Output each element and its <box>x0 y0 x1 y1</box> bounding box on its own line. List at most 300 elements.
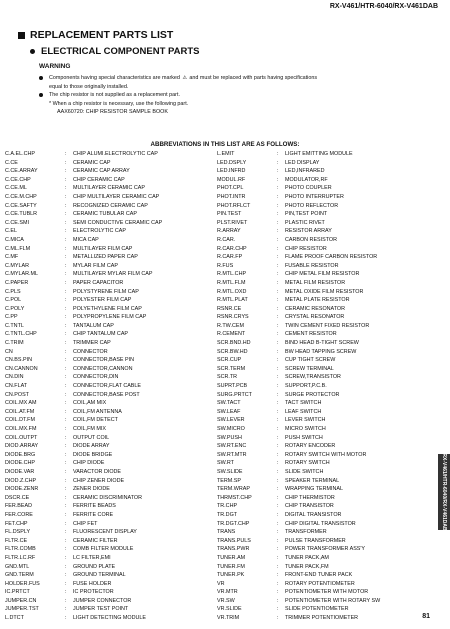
warning-note-1 <box>39 74 429 91</box>
colon-separator: : <box>65 228 67 235</box>
colon-separator: : <box>65 494 67 501</box>
abbreviation-row <box>5 537 200 546</box>
abbreviation-row <box>217 356 422 365</box>
colon-separator: : <box>65 589 67 596</box>
note1-part-a: Components having special characteristics are marked <box>49 75 180 81</box>
abbreviation-row <box>217 313 422 322</box>
abbreviation-description: LED DISPLAY <box>285 159 320 166</box>
colon-separator: : <box>65 193 67 200</box>
colon-separator: : <box>277 606 279 613</box>
colon-separator: : <box>65 374 67 381</box>
abbreviation-description: CONNECTOR,FLAT CABLE <box>73 383 141 390</box>
abbreviation-code: DIOD.ARRAY <box>5 443 39 450</box>
colon-separator: : <box>277 271 279 278</box>
abbreviation-description: SLIDE POTENTIOMETER <box>285 606 349 613</box>
abbreviation-description: CHIP DIODE <box>73 460 105 467</box>
colon-separator: : <box>65 554 67 561</box>
abbreviation-description: CONNECTOR,CANNON <box>73 365 133 372</box>
subsection-title-text: ELECTRICAL COMPONENT PARTS <box>41 46 200 57</box>
colon-separator: : <box>65 383 67 390</box>
abbreviation-code: TR.CHP <box>217 503 238 510</box>
abbreviation-code: PIN.TEST <box>217 211 242 218</box>
abbreviation-code: DIODE.BRG <box>5 451 36 458</box>
abbreviation-row <box>5 150 200 159</box>
abbreviation-row <box>5 270 200 279</box>
colon-separator: : <box>277 219 279 226</box>
abbreviation-description: POLYPROPYLENE FILM CAP <box>73 314 147 321</box>
subsection-title <box>30 46 200 57</box>
abbreviation-description: CERAMIC RESONATOR <box>285 305 346 312</box>
colon-separator: : <box>277 176 279 183</box>
abbreviation-description: METAL PLATE RESISTOR <box>285 297 350 304</box>
abbreviation-row <box>5 184 200 193</box>
colon-separator: : <box>277 494 279 501</box>
abbreviation-description: MICA CAP <box>73 236 99 243</box>
abbreviation-code: DSCR.CE <box>5 494 30 501</box>
abbreviation-code: SURG.PRTCT <box>217 391 252 398</box>
abbreviation-row <box>217 210 422 219</box>
colon-separator: : <box>277 383 279 390</box>
abbreviation-description: CHIP THERMISTOR <box>285 494 335 501</box>
abbreviation-description: CEMENT RESISTOR <box>285 331 337 338</box>
abbreviation-row <box>5 159 200 168</box>
colon-separator: : <box>65 176 67 183</box>
abbreviation-description: COIL,FM ANTENNA <box>73 408 122 415</box>
abbreviation-row <box>5 245 200 254</box>
abbreviation-description: MULTILAYER CERAMIC CAP <box>73 185 145 192</box>
abbreviation-description: PAPER CAPACITOR <box>73 279 124 286</box>
abbreviation-row <box>5 605 200 614</box>
colon-separator: : <box>65 348 67 355</box>
abbreviation-code: C.ML.FLM <box>5 245 31 252</box>
abbreviation-description: MYLAR FILM CAP <box>73 262 118 269</box>
colon-separator: : <box>65 151 67 157</box>
colon-separator: : <box>277 417 279 424</box>
abbreviation-code: TR.DGT <box>217 511 238 518</box>
abbreviation-code: IC.PRTCT <box>5 589 30 596</box>
abbreviation-code: SW.PUSH <box>217 434 242 441</box>
abbreviation-code: C.POLY <box>5 305 25 312</box>
abbreviation-description: CONNECTOR,BASE POST <box>73 391 140 398</box>
abbreviation-description: CHIP FET <box>73 520 98 527</box>
abbreviation-code: VR.MTR <box>217 589 238 596</box>
colon-separator: : <box>65 297 67 304</box>
abbreviation-code: R.MTL.OXD <box>217 288 247 295</box>
abbreviation-code: TERM.SP <box>217 477 241 484</box>
colon-separator: : <box>65 322 67 329</box>
abbreviation-description: MICRO SWITCH <box>285 426 326 432</box>
abbreviation-description: CHIP TRANSISTOR <box>285 503 334 510</box>
abbreviation-description: TWIN CEMENT FIXED RESISTOR <box>285 322 370 329</box>
abbreviation-description: PLASTIC RIVET <box>285 219 325 226</box>
colon-separator: : <box>277 391 279 398</box>
abbreviation-code: FLTR.CE <box>5 537 28 544</box>
colon-separator: : <box>65 426 67 432</box>
abbreviations-left-column <box>5 150 200 623</box>
abbreviation-description: MODULATOR,RF <box>285 176 328 183</box>
abbreviation-code: R.CEMENT <box>217 331 246 338</box>
abbreviation-description: CHIP CERAMIC CAP <box>73 176 125 183</box>
note1-part-b: and must be replaced with parts having specifications <box>189 75 318 81</box>
abbreviation-row <box>217 391 422 400</box>
abbreviation-row <box>5 459 200 468</box>
abbreviation-code: C.TNTL <box>5 322 24 329</box>
abbreviation-row <box>5 279 200 288</box>
abbreviation-code: PHOT.RFLCT <box>217 202 251 209</box>
colon-separator: : <box>277 563 279 570</box>
colon-separator: : <box>65 245 67 252</box>
abbreviation-description: METAL OXIDE FILM RESISTOR <box>285 288 364 295</box>
abbreviation-description: TRANSFORMER <box>285 529 327 536</box>
abbreviation-row <box>217 305 422 314</box>
abbreviation-code: SW.RT.MTR <box>217 451 247 458</box>
abbreviation-row <box>217 262 422 271</box>
abbreviation-code: L.DTCT <box>5 615 24 622</box>
abbreviation-description: SUPPORT,P.C.B. <box>285 383 327 390</box>
colon-separator: : <box>65 529 67 536</box>
colon-separator: : <box>277 537 279 544</box>
colon-separator: : <box>277 554 279 561</box>
abbreviation-code: SW.TACT <box>217 400 241 407</box>
abbreviation-description: FLAME PROOF CARBON RESISTOR <box>285 254 378 261</box>
colon-separator: : <box>277 511 279 518</box>
side-tab-label: RX-V461/HTR-6040/RX-V461DAB <box>441 453 447 531</box>
abbreviation-row <box>217 322 422 331</box>
abbreviation-row <box>217 434 422 443</box>
abbreviation-description: FUSABLE RESISTOR <box>285 262 339 269</box>
abbreviation-description: SURGE PROTECTOR <box>285 391 340 398</box>
abbreviation-description: OUTPUT COIL <box>73 434 110 441</box>
abbreviation-row <box>217 159 422 168</box>
abbreviation-description: GROUND TERMINAL <box>73 572 126 579</box>
abbreviation-code: TUNER.PK <box>217 572 245 579</box>
colon-separator: : <box>277 529 279 536</box>
abbreviation-row <box>5 588 200 597</box>
colon-separator: : <box>65 468 67 475</box>
abbreviation-row <box>5 494 200 503</box>
colon-separator: : <box>277 597 279 604</box>
abbreviation-row <box>5 373 200 382</box>
round-bullet-icon <box>30 49 35 54</box>
abbreviation-row <box>217 330 422 339</box>
colon-separator: : <box>277 305 279 312</box>
abbreviation-code: C.CE.ML <box>5 185 27 192</box>
abbreviation-code: C.CE <box>5 159 18 166</box>
abbreviation-row <box>5 408 200 417</box>
abbreviation-row <box>217 253 422 262</box>
abbreviation-code: R.CAR. <box>217 236 236 243</box>
abbreviation-description: MULTILAYER FILM CAP <box>73 245 133 252</box>
page-number: 81 <box>422 613 430 620</box>
colon-separator: : <box>277 348 279 355</box>
abbreviation-row <box>5 545 200 554</box>
abbreviation-description: FRONT-END TUNER PACK <box>285 572 353 579</box>
abbreviation-description: TANTALUM CAP <box>73 322 114 329</box>
abbreviation-description: JUMPER TEST POINT <box>73 606 129 613</box>
abbreviation-row <box>217 605 422 614</box>
abbreviation-row <box>217 588 422 597</box>
colon-separator: : <box>65 254 67 261</box>
abbreviation-row <box>217 236 422 245</box>
abbreviation-code: COIL.OUTPT <box>5 434 38 441</box>
colon-separator: : <box>65 357 67 364</box>
abbreviation-description: CHIP DIGITAL TRANSISTOR <box>285 520 356 527</box>
colon-separator: : <box>65 400 67 407</box>
abbreviation-description: LEAF SWITCH <box>285 408 322 415</box>
abbreviation-code: COIL.MX.FM <box>5 426 37 432</box>
abbreviation-description: MULTILAYER MYLAR FILM CAP <box>73 271 153 278</box>
abbreviation-row <box>5 434 200 443</box>
abbreviation-row <box>5 382 200 391</box>
abbreviation-description: POLYETHYLENE FILM CAP <box>73 305 142 312</box>
abbreviation-row <box>217 202 422 211</box>
colon-separator: : <box>65 563 67 570</box>
abbreviation-description: FLUORESCENT DISPLAY <box>73 529 137 536</box>
abbreviation-row <box>5 296 200 305</box>
colon-separator: : <box>277 297 279 304</box>
colon-separator: : <box>277 615 279 622</box>
abbreviation-description: CONNECTOR,DIN <box>73 374 119 381</box>
abbreviation-row <box>5 468 200 477</box>
abbreviation-description: BW HEAD TAPPING SCREW <box>285 348 357 355</box>
abbreviation-code: SCR.TERM <box>217 365 246 372</box>
abbreviation-code: CN.DIN <box>5 374 24 381</box>
abbreviations-right-column <box>217 150 422 623</box>
abbreviation-code: DIOD.Z.CHP <box>5 477 37 484</box>
abbreviation-code: TUNER.FM <box>217 563 245 570</box>
abbreviation-code: SW.LEVER <box>217 417 245 424</box>
colon-separator: : <box>65 331 67 338</box>
colon-separator: : <box>277 236 279 243</box>
abbreviation-description: SEMI CONDUCTIVE CERAMIC CAP <box>73 219 163 226</box>
abbreviation-description: ELECTROLYTIC CAP <box>73 228 126 235</box>
colon-separator: : <box>65 451 67 458</box>
abbreviation-code: R.CAR.FP <box>217 254 243 261</box>
abbreviation-code: R.ARRAY <box>217 228 241 235</box>
bullet-icon <box>39 93 43 97</box>
abbreviation-row <box>217 382 422 391</box>
colon-separator: : <box>277 572 279 579</box>
abbreviation-code: C.MYLAR <box>5 262 29 269</box>
colon-separator: : <box>65 580 67 587</box>
abbreviation-description: DIGITAL TRANSISTOR <box>285 511 342 518</box>
colon-separator: : <box>277 228 279 235</box>
abbreviation-code: CN.POST <box>5 391 29 398</box>
colon-separator: : <box>65 185 67 192</box>
abbreviation-row <box>5 451 200 460</box>
colon-separator: : <box>65 279 67 286</box>
colon-separator: : <box>65 572 67 579</box>
abbreviation-description: ROTARY POTENTIOMETER <box>285 580 355 587</box>
abbreviation-description: ZENER DIODE <box>73 486 110 493</box>
abbreviation-code: SW.RT <box>217 460 234 467</box>
abbreviation-description: CUP TIGHT SCREW <box>285 357 336 364</box>
abbreviation-description: CERAMIC TUBULAR CAP <box>73 211 138 218</box>
abbreviation-code: C.MF <box>5 254 19 261</box>
abbreviation-description: WRAPPING TERMINAL <box>285 486 344 493</box>
colon-separator: : <box>65 262 67 269</box>
abbreviation-description: CONNECTOR <box>73 348 108 355</box>
colon-separator: : <box>277 185 279 192</box>
abbreviation-code: C.PP <box>5 314 18 321</box>
abbreviation-code: LED.DSPLY <box>217 159 247 166</box>
abbreviation-code: PHOT.CPL <box>217 185 244 192</box>
document-header-model: RX-V461/HTR-6040/RX-V461DAB <box>329 3 438 10</box>
abbreviation-row <box>217 288 422 297</box>
abbreviation-row <box>5 227 200 236</box>
abbreviation-row <box>217 399 422 408</box>
abbreviation-row <box>5 288 200 297</box>
abbreviation-row <box>217 296 422 305</box>
abbreviation-row <box>217 451 422 460</box>
abbreviation-description: POWER TRANSFORMER ASS'Y <box>285 546 366 553</box>
abbreviation-description: METALLIZED PAPER CAP <box>73 254 138 261</box>
colon-separator: : <box>277 288 279 295</box>
abbreviation-row <box>217 408 422 417</box>
abbreviation-code: DIODE.CHP <box>5 460 35 467</box>
abbreviation-description: SCREW,TRANSISTOR <box>285 374 341 381</box>
abbreviation-row <box>217 279 422 288</box>
colon-separator: : <box>65 211 67 218</box>
abbreviation-code: RSNR.CRYS <box>217 314 249 321</box>
abbreviation-row <box>5 176 200 185</box>
abbreviation-description: RESISTOR ARRAY <box>285 228 332 235</box>
abbreviation-code: SW.LEAF <box>217 408 241 415</box>
abbreviation-description: PHOTO INTERRUPTER <box>285 193 344 200</box>
abbreviation-description: JUMPER CONNECTOR <box>73 597 132 604</box>
abbreviation-description: CHIP RESISTOR <box>285 245 327 252</box>
colon-separator: : <box>65 417 67 424</box>
abbreviation-row <box>5 365 200 374</box>
abbreviation-description: LED,INFRARED <box>285 168 325 175</box>
abbreviation-row <box>217 227 422 236</box>
abbreviation-row <box>5 399 200 408</box>
abbreviation-row <box>217 502 422 511</box>
abbreviation-code: COIL.DT.FM <box>5 417 35 424</box>
colon-separator: : <box>65 340 67 347</box>
abbreviation-description: DIODE ARRAY <box>73 443 110 450</box>
abbreviation-code: FL.DSPLY <box>5 529 31 536</box>
abbreviation-code: COIL.MX AM <box>5 400 37 407</box>
colon-separator: : <box>277 374 279 381</box>
abbreviation-row <box>217 373 422 382</box>
abbreviation-code: R.FUS <box>217 262 234 269</box>
abbreviation-description: FERRITE CORE <box>73 511 114 518</box>
abbreviation-description: CHIP ALUMI.ELECTROLYTIC CAP <box>73 151 158 157</box>
abbreviation-code: C.MICA <box>5 236 24 243</box>
abbreviation-row <box>217 365 422 374</box>
bullet-icon <box>39 76 43 80</box>
colon-separator: : <box>277 520 279 527</box>
colon-separator: : <box>65 443 67 450</box>
colon-separator: : <box>65 408 67 415</box>
abbreviation-description: LC FILTER,EMI <box>73 554 111 561</box>
colon-separator: : <box>65 168 67 175</box>
abbreviation-description: ROTARY SWITCH <box>285 460 330 467</box>
abbreviation-row <box>217 339 422 348</box>
abbreviation-row <box>217 176 422 185</box>
colon-separator: : <box>277 262 279 269</box>
abbreviation-description: LIGHT DETECTING MODULE <box>73 615 146 622</box>
colon-separator: : <box>65 486 67 493</box>
abbreviation-code: C.CE.M.CHP <box>5 193 37 200</box>
colon-separator: : <box>277 486 279 493</box>
abbreviation-description: PHOTO COUPLER <box>285 185 332 192</box>
abbreviations-title: ABBREVIATIONS IN THIS LIST ARE AS FOLLOWS: <box>150 141 300 148</box>
abbreviation-row <box>217 416 422 425</box>
abbreviation-row <box>217 571 422 580</box>
colon-separator: : <box>277 211 279 218</box>
abbreviation-description: POTENTIOMETER WITH ROTARY SW <box>285 597 381 604</box>
abbreviation-code: LED.INFRD <box>217 168 246 175</box>
abbreviation-description: CHIP MULTILAYER CERAMIC CAP <box>73 193 160 200</box>
abbreviation-row <box>5 236 200 245</box>
abbreviation-code: JUMPER.TST <box>5 606 39 613</box>
abbreviation-description: LEVER SWITCH <box>285 417 326 424</box>
abbreviation-code: R.MTL.FLM <box>217 279 246 286</box>
abbreviation-row <box>217 494 422 503</box>
colon-separator: : <box>65 477 67 484</box>
abbreviation-code: SCR.CUP <box>217 357 242 364</box>
abbreviation-description: CERAMIC CAP <box>73 159 111 166</box>
abbreviation-row <box>5 563 200 572</box>
abbreviation-description: TRIMMER CAP <box>73 340 111 347</box>
colon-separator: : <box>277 589 279 596</box>
colon-separator: : <box>277 193 279 200</box>
abbreviation-description: CONNECTOR,BASE PIN <box>73 357 135 364</box>
abbreviation-code: MODUL.RF <box>217 176 246 183</box>
abbreviation-code: FET.CHP <box>5 520 28 527</box>
colon-separator: : <box>65 305 67 312</box>
abbreviation-description: RECOGNIZED CERAMIC CAP <box>73 202 148 209</box>
colon-separator: : <box>277 443 279 450</box>
abbreviation-row <box>5 442 200 451</box>
abbreviation-row <box>5 554 200 563</box>
colon-separator: : <box>65 391 67 398</box>
abbreviation-row <box>5 167 200 176</box>
abbreviation-row <box>217 270 422 279</box>
colon-separator: : <box>277 408 279 415</box>
abbreviation-row <box>217 468 422 477</box>
abbreviation-code: SW.SLIDE <box>217 468 243 475</box>
abbreviation-row <box>5 502 200 511</box>
colon-separator: : <box>277 340 279 347</box>
abbreviation-row <box>5 597 200 606</box>
abbreviation-row <box>5 520 200 529</box>
abbreviation-code: VR.SW <box>217 597 235 604</box>
warning-notes <box>39 74 429 117</box>
abbreviation-description: COIL,AM MIX <box>73 400 107 407</box>
abbreviation-description: TUNER PACK,AM <box>285 554 329 561</box>
abbreviation-description: TRIMMER POTENTIOMETER <box>285 615 359 622</box>
abbreviation-code: PLST.RIVET <box>217 219 248 226</box>
note2-text: The chip resistor is not supplied as a replacement part. <box>49 92 180 99</box>
colon-separator: : <box>277 168 279 175</box>
abbreviation-code: FLTR.LC.RF <box>5 554 36 561</box>
colon-separator: : <box>65 288 67 295</box>
side-tab <box>438 454 450 530</box>
colon-separator: : <box>277 314 279 321</box>
abbreviation-row <box>5 391 200 400</box>
abbreviation-row <box>217 193 422 202</box>
abbreviation-code: C.CE.ARRAY <box>5 168 38 175</box>
abbreviation-code: FER.CORE <box>5 511 33 518</box>
abbreviation-code: JUMPER.CN <box>5 597 37 604</box>
colon-separator: : <box>277 546 279 553</box>
abbreviation-code: PHOT.INTR <box>217 193 246 200</box>
abbreviation-row <box>217 563 422 572</box>
abbreviation-row <box>217 477 422 486</box>
